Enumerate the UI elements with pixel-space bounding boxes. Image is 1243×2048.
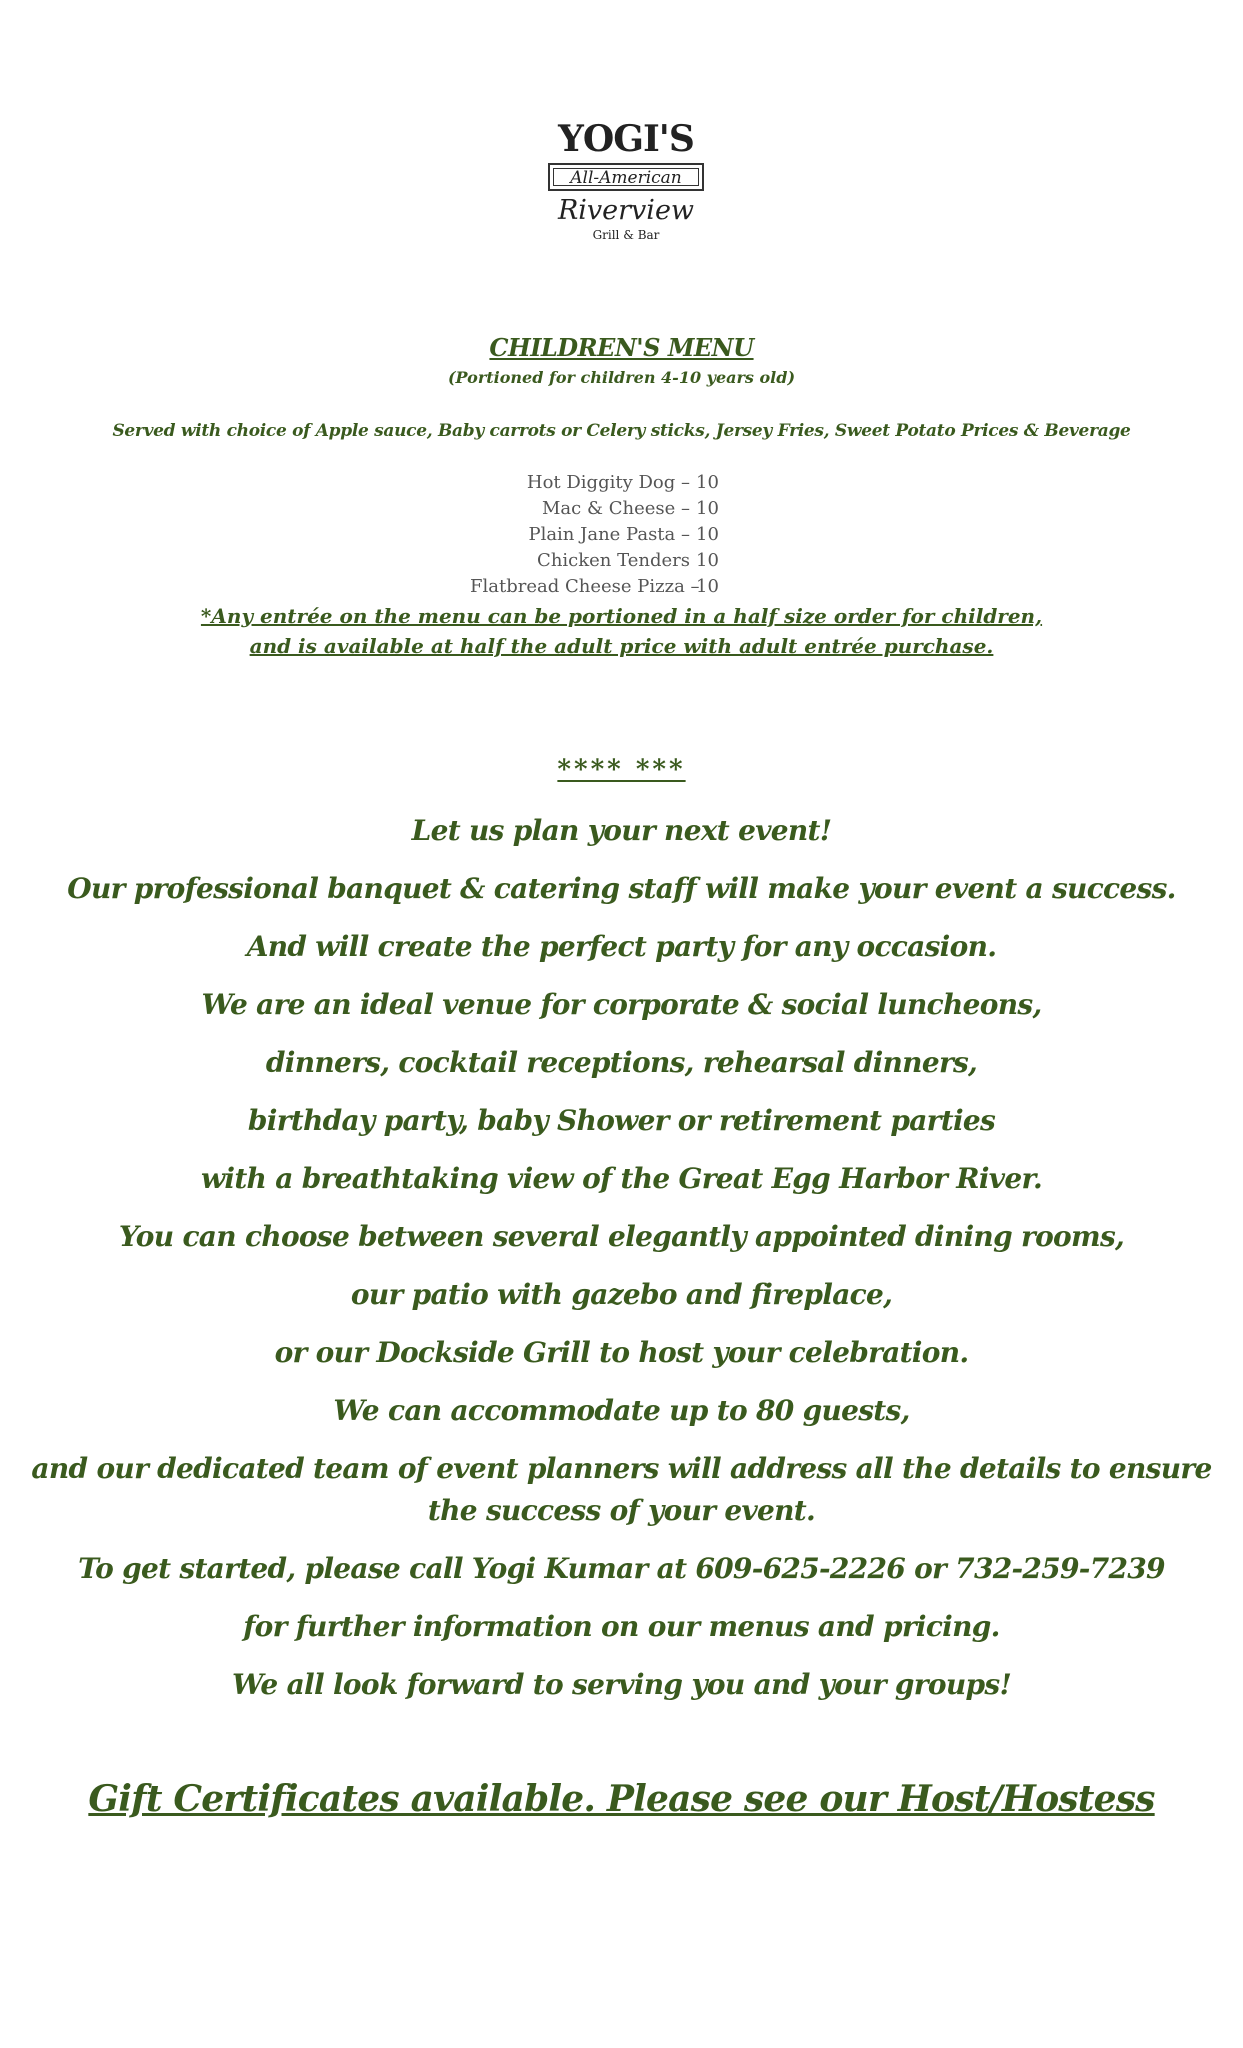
menu-item	[470, 496, 770, 522]
event-line: Our professional banquet & catering staff will make your event a success.	[67, 872, 1176, 905]
gift-certificates-note: Gift Certificates available. Please see our Host/Hostess	[88, 1778, 1155, 1820]
half-portion-note-line2: and is available at half the adult price with adult entrée purchase.	[249, 634, 994, 658]
served-with-note: Served with choice of Apple sauce, Baby carrots or Celery sticks, Jersey Fries, Sweet Potato Prices & Beverage	[112, 421, 1131, 441]
menu-item	[470, 574, 770, 600]
section-divider: **** ***	[557, 755, 686, 785]
logo-tagline-box	[548, 163, 704, 191]
childrens-menu-items	[470, 470, 770, 600]
event-line: and our dedicated team of event planners will address all the details to ensure	[31, 1452, 1212, 1485]
half-portion-note-line1: *Any entrée on the menu can be portioned in a half size order for children,	[200, 604, 1043, 628]
menu-item-name: Chicken Tenders	[537, 550, 690, 571]
event-closing-line: We all look forward to serving you and your groups!	[231, 1668, 1012, 1701]
menu-item-price: 10	[696, 524, 719, 545]
logo-location: Riverview	[557, 195, 695, 226]
event-line: We are an ideal venue for corporate & social luncheons,	[201, 988, 1042, 1021]
menu-item-name: Plain Jane Pasta –	[528, 524, 690, 545]
menu-item-name: Hot Diggity Dog –	[526, 472, 690, 493]
menu-item-price: 10	[696, 576, 719, 597]
event-heading: Let us plan your next event!	[411, 814, 832, 847]
logo-name: YOGI'S	[558, 118, 694, 160]
event-line: the success of your event.	[427, 1494, 816, 1527]
menu-item	[470, 522, 770, 548]
restaurant-logo	[547, 117, 705, 267]
event-line: with a breathtaking view of the Great Egg Harbor River.	[200, 1162, 1042, 1195]
logo-tagline: All-American	[553, 168, 699, 186]
menu-item	[470, 470, 770, 496]
event-line: for further information on our menus and pricing.	[243, 1610, 1000, 1643]
menu-item-price: 10	[696, 472, 719, 493]
menu-item-price: 10	[696, 498, 719, 519]
event-contact-line: To get started, please call Yogi Kumar at 609-625-2226 or 732-259-7239	[78, 1552, 1165, 1585]
event-line: our patio with gazebo and fireplace,	[350, 1278, 893, 1311]
menu-item-name: Flatbread Cheese Pizza –	[470, 576, 700, 597]
menu-item-name: Mac & Cheese –	[542, 498, 690, 519]
event-line: dinners, cocktail receptions, rehearsal dinners,	[265, 1046, 978, 1079]
childrens-menu-title: CHILDREN'S MENU	[489, 333, 754, 362]
event-line: birthday party, baby Shower or retirement parties	[247, 1104, 996, 1137]
event-line: You can choose between several elegantly appointed dining rooms,	[118, 1220, 1125, 1253]
event-line: We can accommodate up to 80 guests,	[333, 1394, 910, 1427]
portion-note: (Portioned for children 4-10 years old)	[447, 368, 796, 387]
menu-item-price: 10	[696, 550, 719, 571]
event-line: or our Dockside Grill to host your celebration.	[274, 1336, 969, 1369]
logo-subtitle: Grill & Bar	[592, 228, 660, 242]
event-line: And will create the perfect party for any occasion.	[246, 930, 997, 963]
menu-item	[470, 548, 770, 574]
